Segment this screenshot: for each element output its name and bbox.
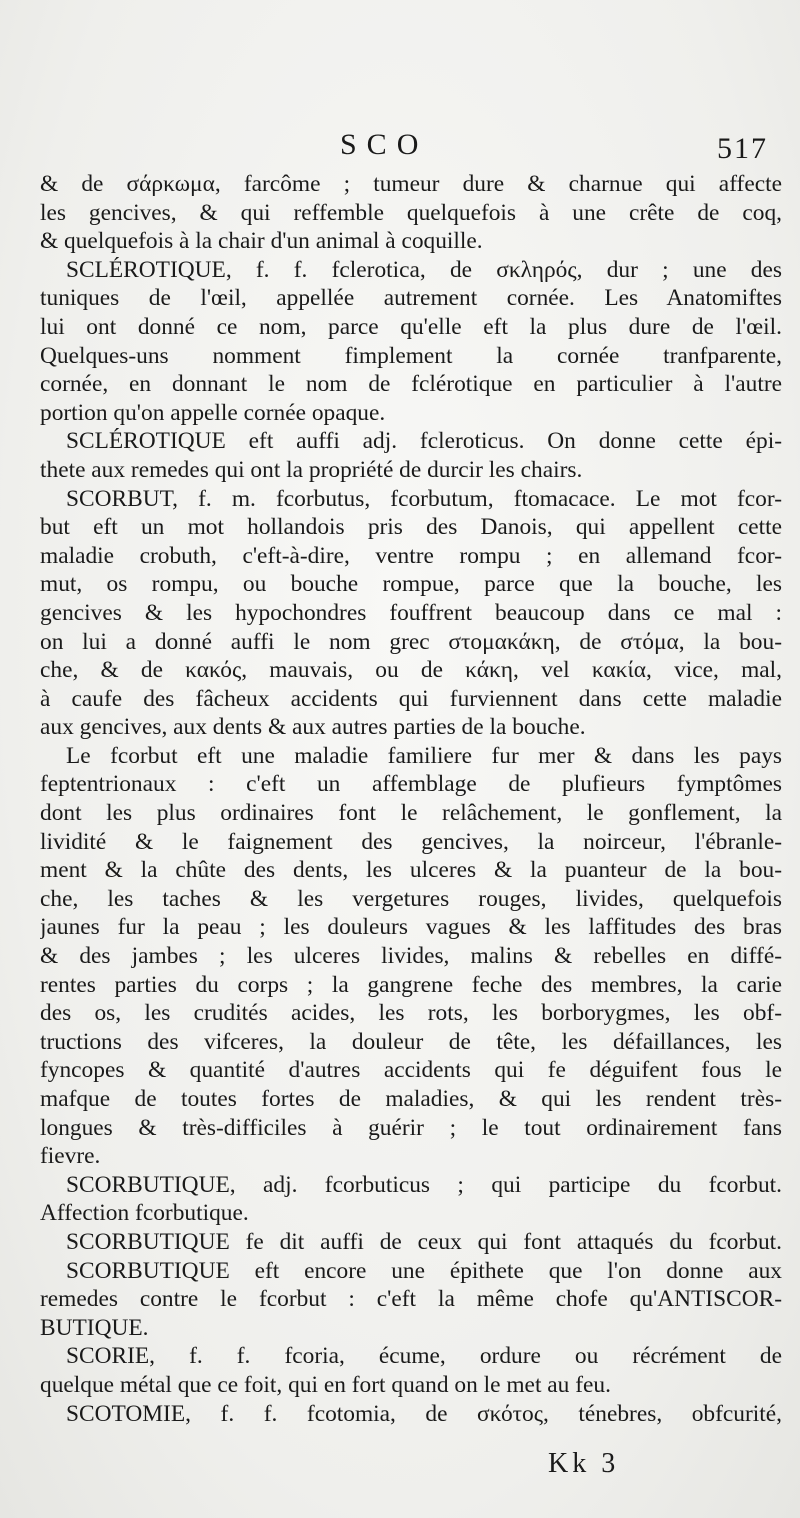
text-line: fyncopes & quantité d'autres accidents qui fe déguifent fous le [40,1057,782,1084]
text-line: Le fcorbut eft une maladie familiere fur mer & dans les pays [66,742,782,769]
text-line: gencives & les hypochondres fouffrent beaucoup dans ce mal : [40,599,782,626]
text-line: & de σάρκωμα, farcôme ; tumeur dure & charnue qui affecte [40,171,782,197]
text-line: SCLÉROTIQUE, f. f. fclerotica, de σκληρός, dur ; une des [66,256,782,283]
text-line: SCORBUTIQUE, adj. fcorbuticus ; qui participe du fcorbut. [66,1171,782,1198]
text-line: on lui a donné auffi le nom grec στομακάκη, de στόμα, la bou- [40,628,782,655]
text-line: Quelques-uns nomment fimplement la cornée tranfparente, [40,342,782,369]
text-line: tuniques de l'œil, appellée autrement cornée. Les Anatomiftes [40,285,782,312]
text-line: tructions des vifceres, la douleur de tête, les défaillances, les [40,1028,782,1055]
signature-mark: Kk 3 [548,1448,620,1479]
text-line: feptentrionaux : c'eft un affemblage de plufieurs fymptômes [40,771,782,798]
text-line: des os, les crudités acides, les rots, les borborygmes, les obf- [40,1000,782,1027]
text-line: cornée, en donnant le nom de fclérotique en particulier à l'autre [40,371,782,398]
running-head: SCO [340,128,429,161]
text-line: jaunes fur la peau ; les douleurs vagues & les laffitudes des bras [40,914,782,941]
text-line: but eft un mot hollandois pris des Danois, qui appellent cette [40,514,782,541]
page-number: 517 [717,132,768,165]
text-line: mafque de toutes fortes de maladies, & qui les rendent très- [40,1086,782,1112]
text-line: SCLÉROTIQUE eft auffi adj. fcleroticus. On donne cette épi- [66,428,782,455]
text-line: fievre. [40,1143,101,1170]
text-line: portion qu'on appelle cornée opaque. [40,399,386,426]
text-line: BUTIQUE. [40,1314,149,1341]
text-line: SCORBUT, f. m. fcorbutus, fcorbutum, ftomacace. Le mot fcor- [66,485,782,512]
text-line: lividité & le faignement des gencives, la noirceur, l'ébranle- [40,828,782,855]
text-line: aux gencives, aux dents & aux autres parties de la bouche. [40,714,586,741]
text-line: SCORBUTIQUE eft encore une épithete que l'on donne aux [66,1257,782,1284]
text-line: dont les plus ordinaires font le relâchement, le gonflement, la [40,800,782,827]
dictionary-text [40,170,782,1428]
text-line: SCOTOMIE, f. f. fcotomia, de σκότος, ténebres, obfcurité, [66,1400,782,1427]
text-line: Affection fcorbutique. [40,1200,249,1227]
text-line: che, & de κακός, mauvais, ou de κάκη, vel κακία, vice, mal, [40,657,782,684]
text-line: lui ont donné ce nom, parce qu'elle eft la plus dure de l'œil. [40,313,782,340]
text-line: à caufe des fâcheux accidents qui furviennent dans cette maladie [40,685,782,712]
text-line: quelque métal que ce foit, qui en fort quand on le met au feu. [40,1371,611,1398]
text-line: les gencives, & qui reffemble quelquefois à une crête de coq, [40,199,782,226]
text-line: maladie crobuth, c'eft-à-dire, ventre rompu ; en allemand fcor- [40,542,782,569]
text-line: rentes parties du corps ; la gangrene feche des membres, la carie [40,971,782,998]
text-line: thete aux remedes qui ont la propriété de durcir les chairs. [40,456,583,483]
text-line: longues & très-difficiles à guérir ; le tout ordinairement fans [40,1114,782,1141]
page-header [0,128,800,168]
text-line: & quelquefois à la chair d'un animal à coquille. [40,228,483,255]
text-line: remedes contre le fcorbut : c'eft la même chofe qu'ANTISCOR- [40,1286,782,1313]
text-line: SCORIE, f. f. fcoria, écume, ordure ou récrément de [66,1343,782,1370]
text-line: SCORBUTIQUE fe dit auffi de ceux qui font attaqués du fcorbut. [66,1228,782,1255]
text-line: & des jambes ; les ulceres livides, malins & rebelles en diffé- [40,943,782,970]
text-line: ment & la chûte des dents, les ulceres & la puanteur de la bou- [40,857,782,884]
text-line: che, les taches & les vergetures rouges, livides, quelquefois [40,885,782,912]
text-line: mut, os rompu, ou bouche rompue, parce que la bouche, les [40,571,782,598]
